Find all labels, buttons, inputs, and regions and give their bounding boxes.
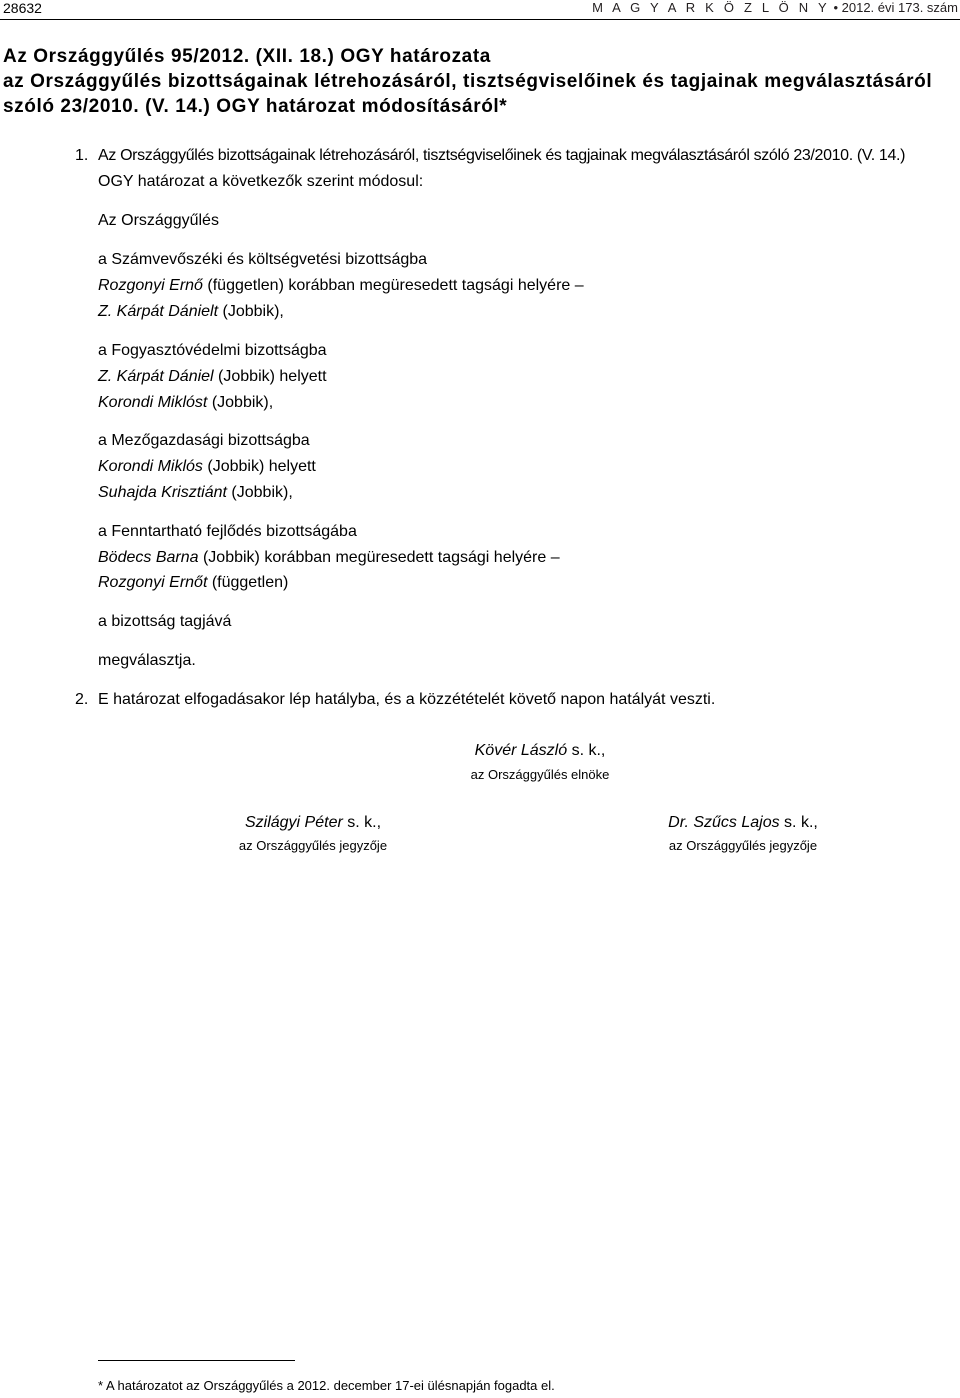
block-4-line-3: Rozgonyi Ernőt (független)	[98, 574, 289, 591]
notary-2-signature: Dr. Szűcs Lajos s. k.,	[668, 814, 818, 831]
person-name: Z. Kárpát Dániel	[98, 368, 214, 385]
block-3-line-3: Suhajda Krisztiánt (Jobbik),	[98, 484, 293, 501]
page-number: 28632	[3, 0, 42, 16]
committee-4: a Fenntartható fejlődés bizottságába	[98, 523, 357, 540]
person-name: Z. Kárpát Dánielt	[98, 303, 219, 320]
point-1-line-1: Az Országgyűlés bizottságainak létrehozásáról, tisztségviselőinek és tagjainak megválasztásáról szóló 23/2010. (V. 14.)	[98, 147, 906, 164]
signatory-name: Szilágyi Péter	[244, 814, 343, 831]
running-header	[592, 0, 958, 15]
bullet-separator: •	[833, 0, 839, 15]
title-line-2: az Országgyűlés bizottságainak létrehozásáról, tisztségviselőinek és tagjainak megválasztásáról	[3, 71, 933, 92]
point-2-number: 2.	[75, 691, 89, 708]
point-1-line-2: OGY határozat a következők szerint módosul:	[98, 173, 424, 190]
issue-number: 2012. évi 173. szám	[841, 0, 958, 15]
footnote-divider	[98, 1360, 295, 1361]
closing-line-2: megválasztja.	[98, 652, 196, 669]
block-2-line-2: Z. Kárpát Dániel (Jobbik) helyett	[98, 368, 327, 385]
document-title	[3, 44, 953, 119]
block-1-line-3: Z. Kárpát Dánielt (Jobbik),	[98, 303, 284, 320]
person-name: Rozgonyi Ernőt	[98, 574, 208, 591]
person-name: Suhajda Krisztiánt	[98, 484, 227, 501]
point-1-number: 1.	[75, 147, 89, 164]
journal-name: M A G Y A R K Ö Z L Ö N Y	[592, 0, 830, 15]
point-2-text: E határozat elfogadásakor lép hatályba, és a közzétételét követő napon hatályát veszti.	[98, 691, 716, 708]
person-name: Rozgonyi Ernő	[98, 277, 203, 294]
intro-text: Az Országgyűlés	[98, 212, 219, 229]
committee-2: a Fogyasztóvédelmi bizottságba	[98, 342, 327, 359]
block-4-line-2: Bödecs Barna (Jobbik) korábban megüresedett tagsági helyére –	[98, 549, 560, 566]
person-name: Bödecs Barna	[98, 549, 199, 566]
footnote: * A határozatot az Országgyűlés a 2012. december 17-ei ülésnapján fogadta el.	[98, 1378, 555, 1393]
title-line-1: Az Országgyűlés 95/2012. (XII. 18.) OGY határozata	[3, 46, 491, 67]
signatory-name: Dr. Szűcs Lajos	[668, 814, 780, 831]
block-3-line-2: Korondi Miklós (Jobbik) helyett	[98, 458, 316, 475]
president-role: az Országgyűlés elnöke	[470, 767, 610, 782]
person-name: Korondi Miklós	[98, 458, 203, 475]
closing-line-1: a bizottság tagjává	[98, 613, 232, 630]
header-divider	[0, 19, 960, 20]
title-line-3: szóló 23/2010. (V. 14.) OGY határozat módosításáról*	[3, 96, 508, 117]
president-signature: Kövér László s. k.,	[474, 742, 606, 759]
signatory-name: Kövér László	[474, 742, 568, 759]
notary-1-signature: Szilágyi Péter s. k.,	[244, 814, 382, 831]
block-2-line-3: Korondi Miklóst (Jobbik),	[98, 394, 274, 411]
block-1-line-2: Rozgonyi Ernő (független) korábban megüresedett tagsági helyére –	[98, 277, 584, 294]
notary-1-role: az Országgyűlés jegyzője	[238, 838, 388, 853]
committee-1: a Számvevőszéki és költségvetési bizottságba	[98, 251, 428, 268]
person-name: Korondi Miklóst	[98, 394, 208, 411]
committee-3: a Mezőgazdasági bizottságba	[98, 432, 310, 449]
notary-2-role: az Országgyűlés jegyzője	[668, 838, 818, 853]
